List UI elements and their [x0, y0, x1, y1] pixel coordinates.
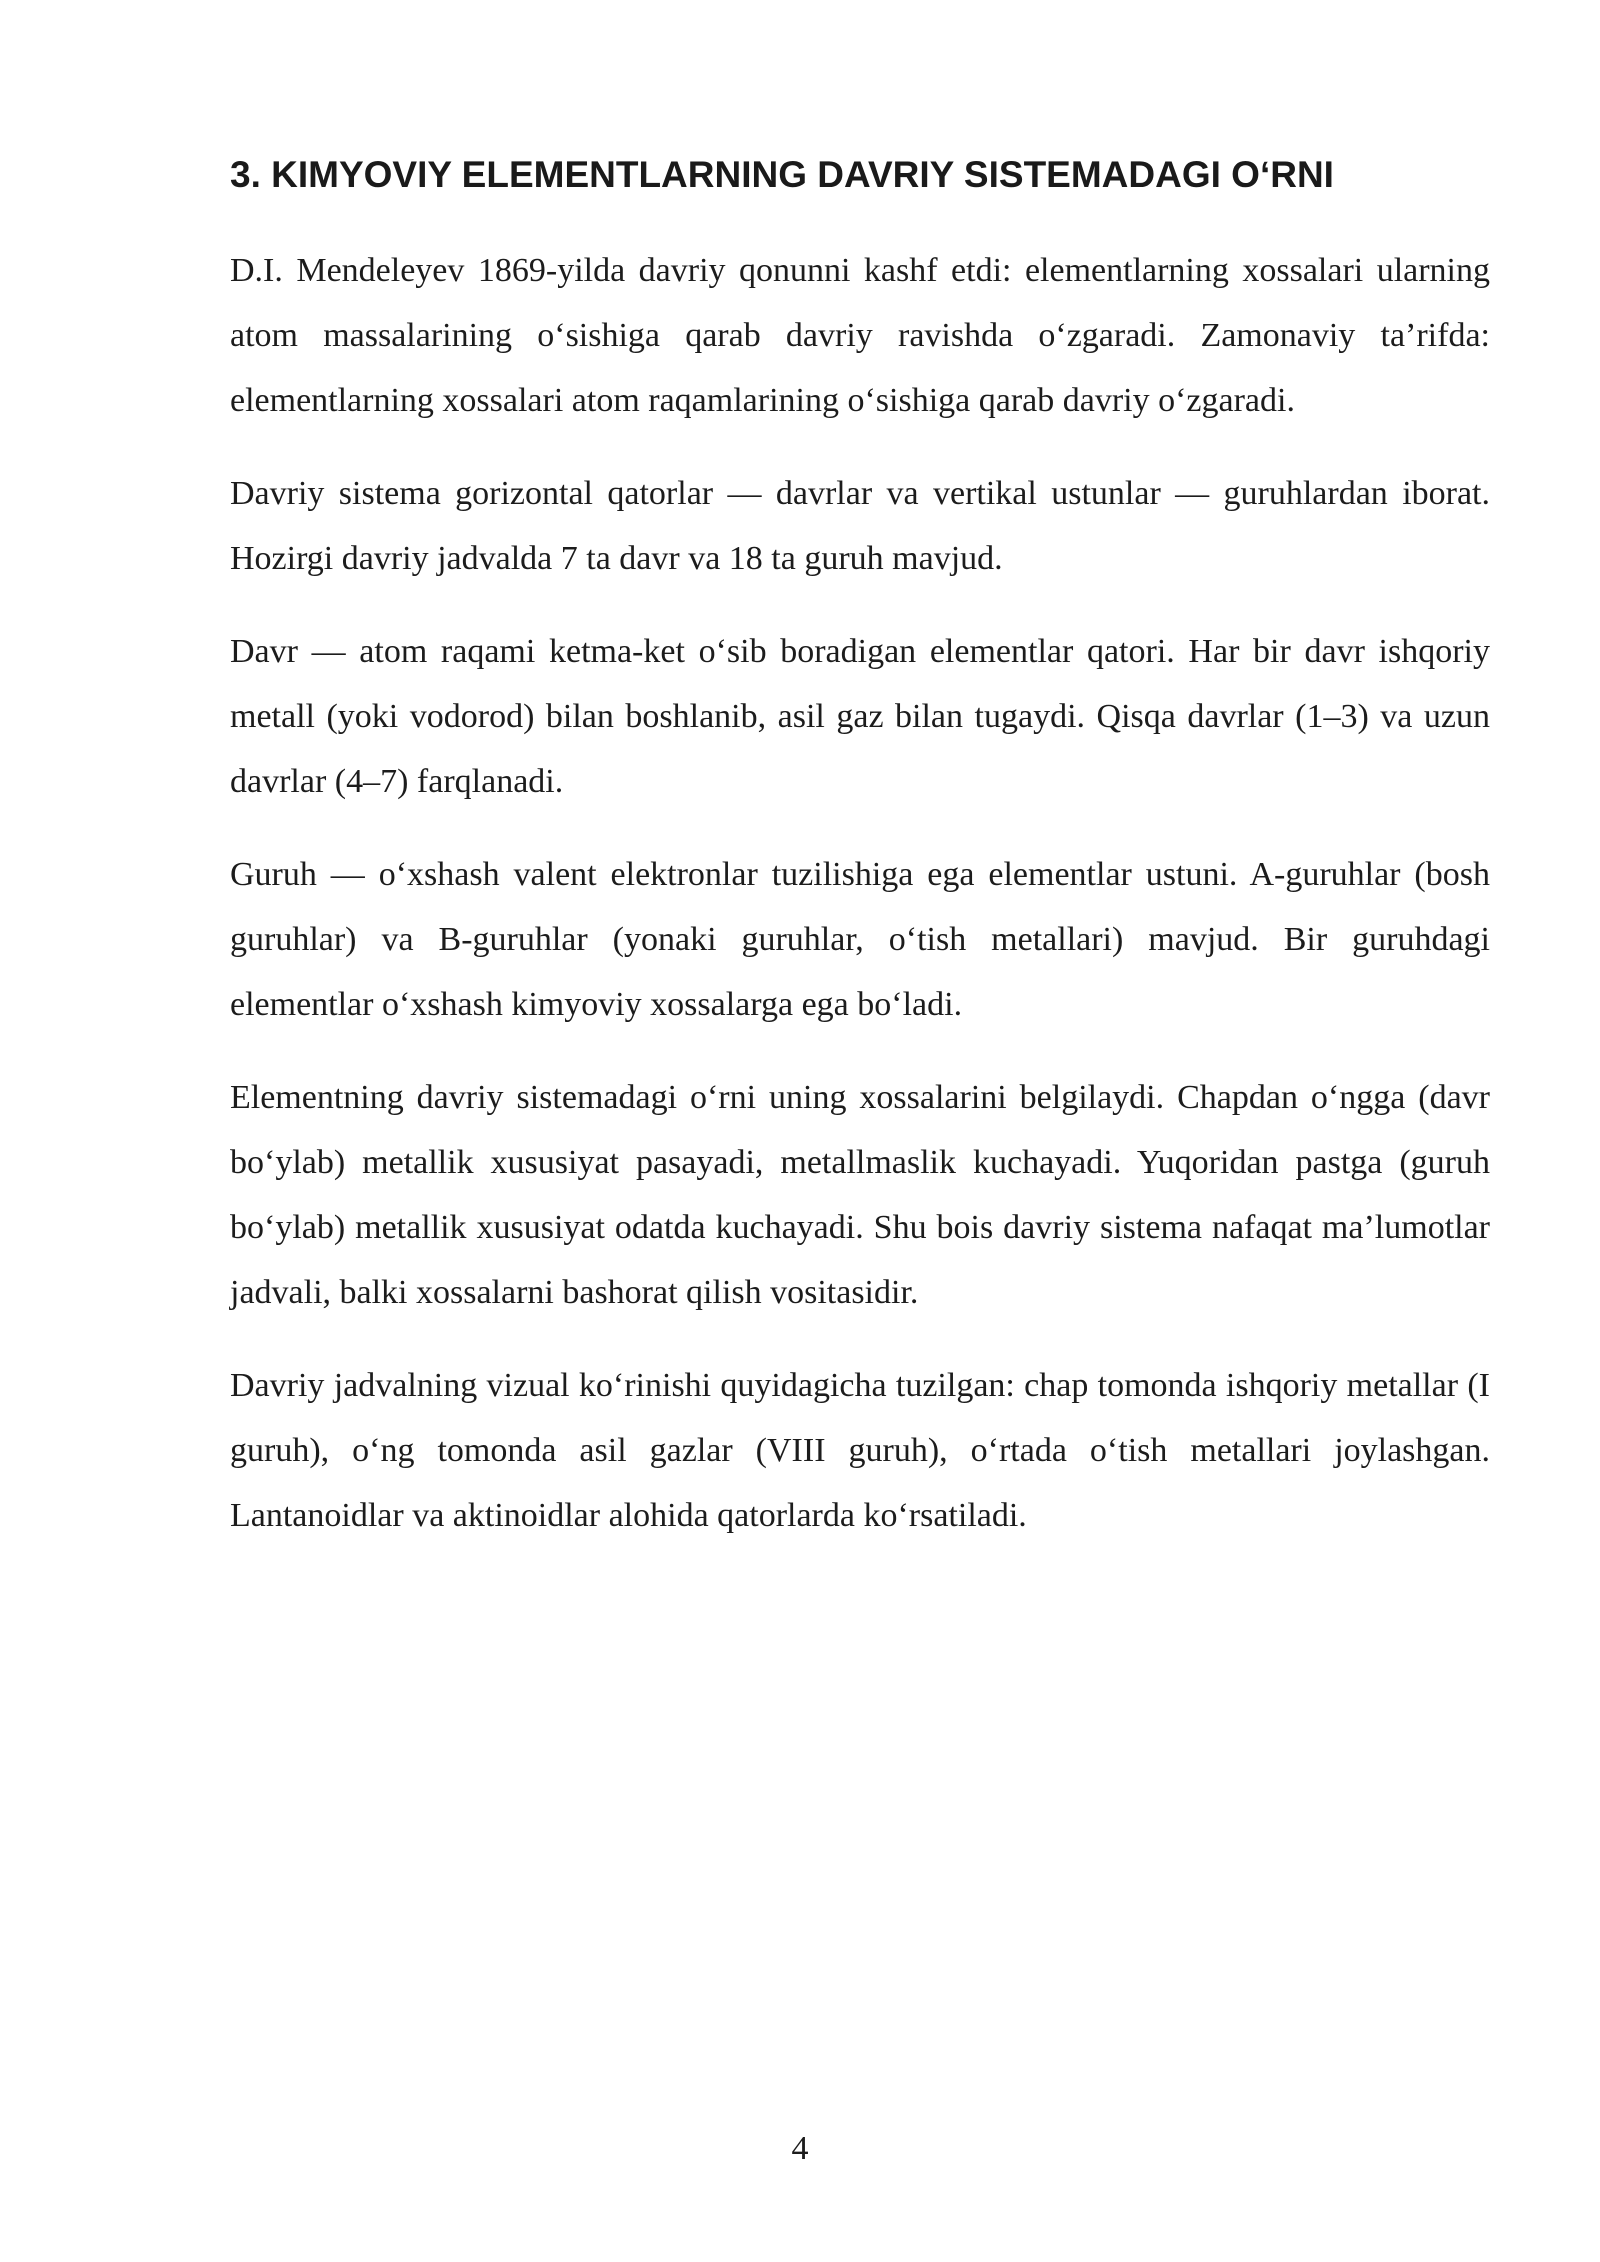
paragraph-group-definition: Guruh — o‘xshash valent elektronlar tuzilishiga ega elementlar ustuni. A-guruhlar (bosh guruhlar) va B-guruhlar (yonaki guruhlar, o‘tish metallari) mavjud. Bir guruhdagi elementlar o‘xshash kimyoviy xossalarga ega bo‘ladi.: [230, 856, 1490, 1023]
paragraph-table-layout: Davriy jadvalning vizual ko‘rinishi quyidagicha tuzilgan: chap tomonda ishqoriy metallar (I guruh), o‘ng tomonda asil gazlar (VIII guruh), o‘rtada o‘tish metallari joylashgan. Lantanoidlar va aktinoidlar alohida qatorlarda ko‘rsatiladi.: [230, 1367, 1490, 1534]
page-number: 4: [791, 2130, 809, 2167]
paragraph-period-definition: Davr — atom raqami ketma-ket o‘sib boradigan elementlar qatori. Har bir davr ishqoriy metall (yoki vodorod) bilan boshlanib, asil gaz bilan tugaydi. Qisqa davrlar (1–3) va uzun davrlar (4–7) farqlanadi.: [230, 633, 1490, 800]
page-content: [230, 150, 1490, 1576]
paragraph-periodic-law: D.I. Mendeleyev 1869-yilda davriy qonunni kashf etdi: elementlarning xossalari ularning atom massalarining o‘sishiga qarab davriy ravishda o‘zgaradi. Zamonaviy ta’rifda: elementlarning xossalari atom raqamlarining o‘sishiga qarab davriy o‘zgaradi.: [230, 252, 1490, 419]
section-title: 3. KIMYOVIY ELEMENTLARNING DAVRIY SISTEMADAGI O‘RNI: [230, 154, 1334, 195]
paragraph-system-structure: Davriy sistema gorizontal qatorlar — davrlar va vertikal ustunlar — guruhlardan iborat. Hozirgi davriy jadvalda 7 ta davr va 18 ta guruh mavjud.: [230, 475, 1490, 577]
paragraph-element-position: Elementning davriy sistemadagi o‘rni uning xossalarini belgilaydi. Chapdan o‘ngga (davr bo‘ylab) metallik xususiyat pasayadi, metallmaslik kuchayadi. Yuqoridan pastga (guruh bo‘ylab) metallik xususiyat odatda kuchayadi. Shu bois davriy sistema nafaqat ma’lumotlar jadvali, balki xossalarni bashorat qilish vositasidir.: [230, 1079, 1490, 1311]
